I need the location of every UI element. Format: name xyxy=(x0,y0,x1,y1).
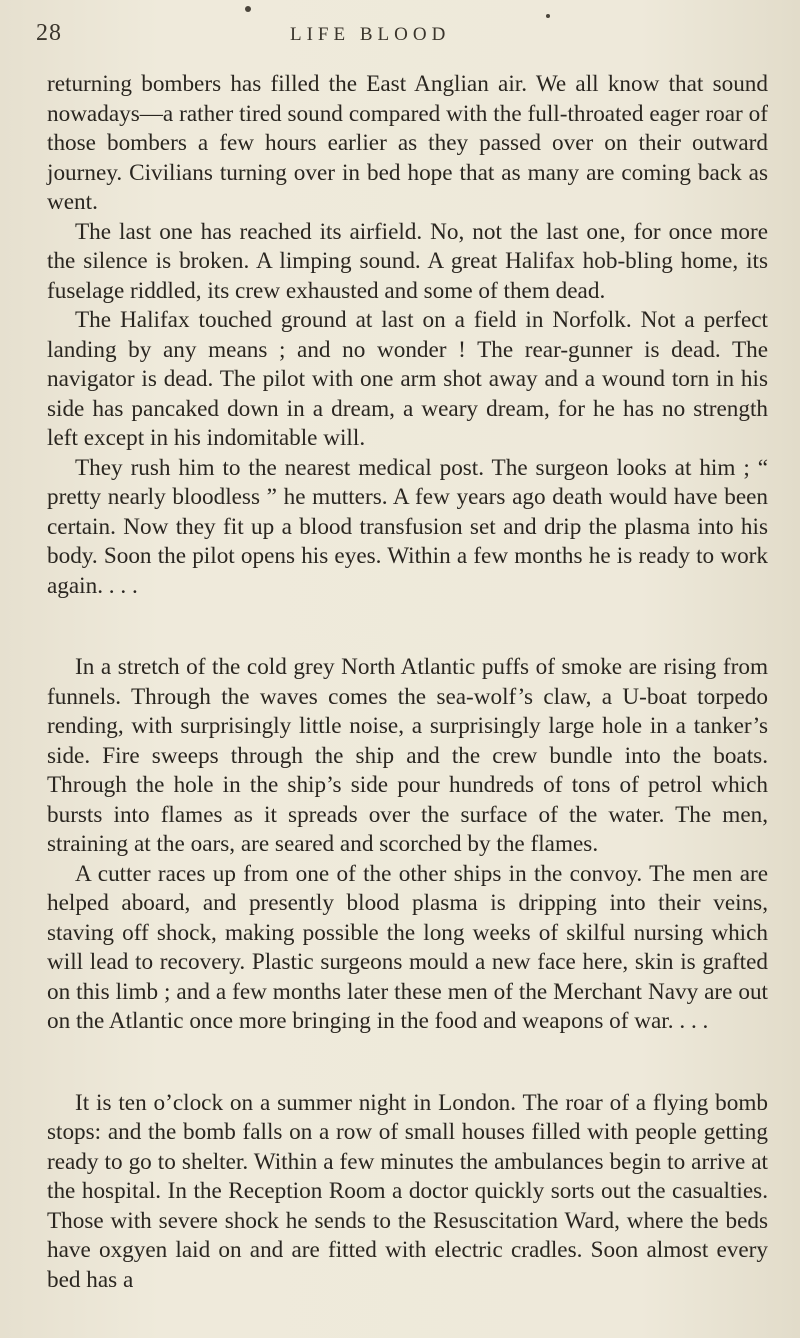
paragraph: The last one has reached its airfield. No, not the last one, for once more the silence is broken. A limping sound. A great Halifax hob-bling home, its fuselage riddled, its crew exhausted and some of them dead. xyxy=(47,218,768,304)
paragraph: It is ten o’clock on a summer night in London. The roar of a flying bomb stops: and the bomb falls on a row of small houses filled with people getting ready to go to shelter. Within a few minutes the ambulances begin to arrive at the hospital. In the Reception Room a doctor quickly sorts out the casualties. Those with severe shock he sends to the Resuscitation Ward, where the beds have oxgyen laid on and are fitted with electric cradles. Soon almost every bed has a xyxy=(47,1089,768,1293)
ink-spot xyxy=(245,6,251,12)
text-section-atlantic xyxy=(47,653,768,1037)
page-number: 28 xyxy=(36,20,62,46)
text-section-bombers xyxy=(47,70,768,601)
paragraph: returning bombers has filled the East Anglian air. We all know that sound nowadays—a rather tired sound compared with the full-throated eager roar of those bombers a few hours earlier as they passed over on their outward journey. Civilians turning over in bed hope that as many are coming back as went. xyxy=(47,71,768,215)
running-head xyxy=(36,20,768,60)
text-section-london xyxy=(47,1089,768,1296)
paragraph: They rush him to the nearest medical post. The surgeon looks at him ; “ pretty nearly bloodless ” he mutters. A few years ago death would have been certain. Now they fit up a blood transfusion set and drip the plasma into his body. Soon the pilot opens his eyes. Within a few months he is ready to work again. . . . xyxy=(47,454,768,599)
paragraph: The Halifax touched ground at last on a field in Norfolk. Not a perfect landing by any means ; and no wonder ! The rear-gunner is dead. The navigator is dead. The pilot with one arm shot away and a wound torn in his side has pancaked down in a dream, a weary dream, for he has no strength left except in his indomitable will. xyxy=(47,307,768,451)
ink-spot xyxy=(546,14,550,18)
running-title: LIFE BLOOD xyxy=(290,24,451,45)
paragraph: A cutter races up from one of the other ships in the convoy. The men are helped aboard, and presently blood plasma is dripping into their veins, staving off shock, making possible the long weeks of skilful nursing which will lead to recovery. Plastic surgeons mould a new face here, skin is grafted on this limb ; and a few months later these men of the Merchant Navy are out on the Atlantic once more bringing in the food and weapons of war. . . . xyxy=(47,860,768,1034)
paragraph: In a stretch of the cold grey North Atlantic puffs of smoke are rising from funnels. Through the waves comes the sea-wolf’s claw, a U-boat torpedo rending, with surprisingly little noise, a surprisingly large hole in a tanker’s side. Fire sweeps through the ship and the crew bundle into the boats. Through the hole in the ship’s side pour hundreds of tons of petrol which bursts into flames as it spreads over the surface of the water. The men, straining at the oars, are seared and scorched by the flames. xyxy=(47,654,768,857)
